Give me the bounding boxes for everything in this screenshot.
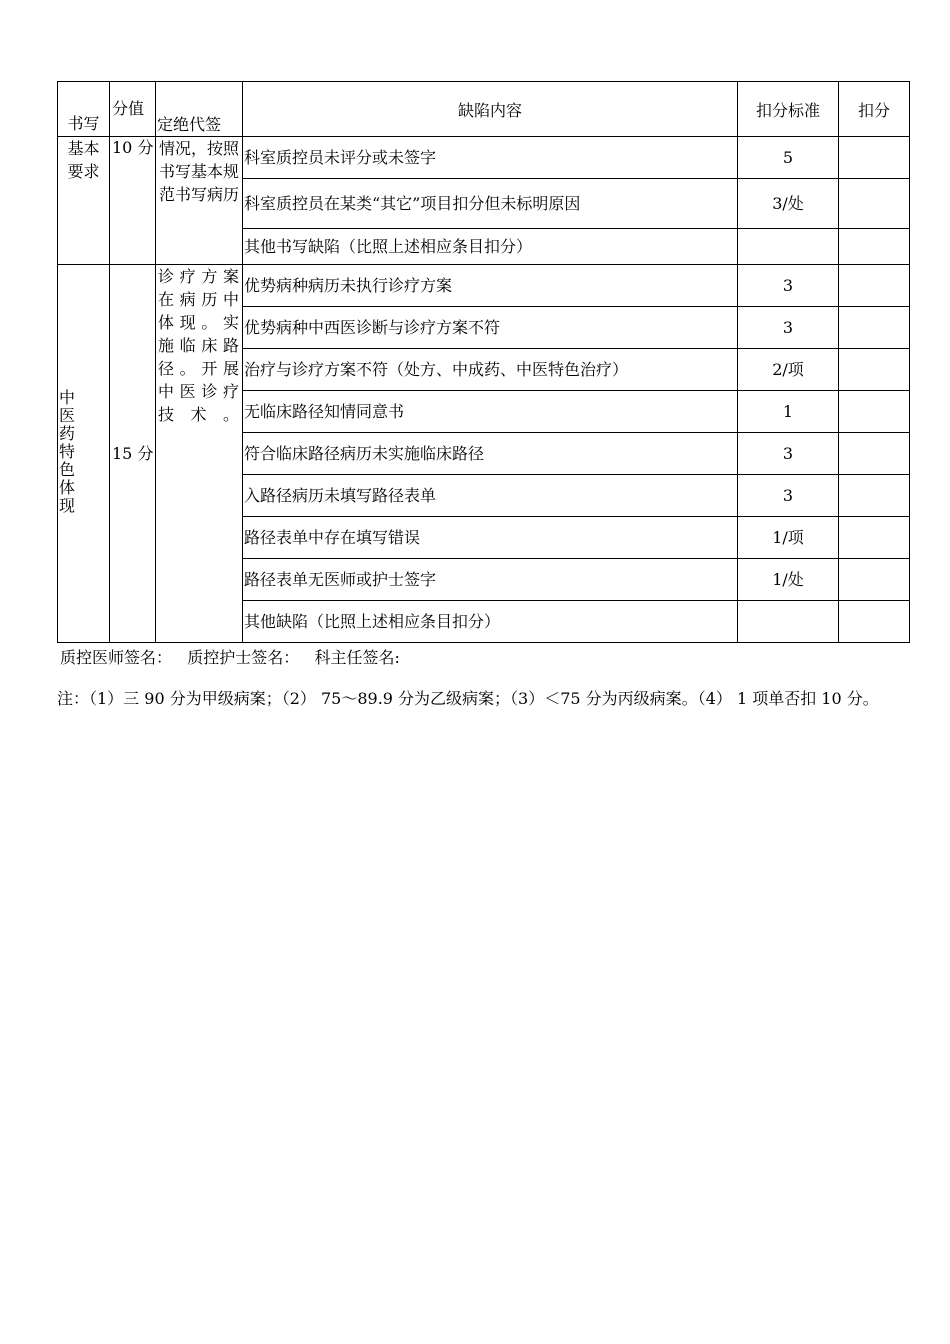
section1-basis: 情况，按照书写基本规范书写病历 bbox=[156, 137, 243, 265]
quality-table-container bbox=[57, 81, 909, 643]
defect-cell: 科室质控员未评分或未签字 bbox=[243, 137, 738, 179]
deduct-cell[interactable] bbox=[839, 229, 910, 265]
header-defect: 缺陷内容 bbox=[243, 82, 738, 137]
section1-category: 基本要求 bbox=[58, 137, 110, 265]
standard-cell: 3 bbox=[738, 265, 839, 307]
header-deduct: 扣分 bbox=[839, 82, 910, 137]
defect-cell: 其他缺陷（比照上述相应条目扣分） bbox=[243, 601, 738, 643]
header-score: 分值 bbox=[110, 82, 156, 137]
deduct-cell[interactable] bbox=[839, 391, 910, 433]
defect-cell: 科室质控员在某类“其它”项目扣分但未标明原因 bbox=[243, 179, 738, 229]
standard-cell: 1 bbox=[738, 391, 839, 433]
section2-basis: 诊疗方案在病历中体现。实施临床路径。开展中医诊疗技术。 bbox=[156, 265, 243, 643]
deduct-cell[interactable] bbox=[839, 475, 910, 517]
standard-cell: 1/处 bbox=[738, 559, 839, 601]
defect-cell: 治疗与诊疗方案不符（处方、中成药、中医特色治疗） bbox=[243, 349, 738, 391]
deduct-cell[interactable] bbox=[839, 517, 910, 559]
deduct-cell[interactable] bbox=[839, 179, 910, 229]
standard-cell: 5 bbox=[738, 137, 839, 179]
header-category: 书写 bbox=[58, 82, 110, 137]
defect-cell: 路径表单无医师或护士签字 bbox=[243, 559, 738, 601]
standard-cell: 3 bbox=[738, 475, 839, 517]
defect-cell: 其他书写缺陷（比照上述相应条目扣分） bbox=[243, 229, 738, 265]
defect-cell: 入路径病历未填写路径表单 bbox=[243, 475, 738, 517]
header-basis: 定绝代签 bbox=[156, 82, 243, 137]
quality-scoring-table bbox=[57, 81, 910, 643]
deduct-cell[interactable] bbox=[839, 559, 910, 601]
standard-cell: 3 bbox=[738, 307, 839, 349]
deduct-cell[interactable] bbox=[839, 307, 910, 349]
table-row bbox=[58, 137, 910, 179]
standard-cell bbox=[738, 229, 839, 265]
deduct-cell[interactable] bbox=[839, 349, 910, 391]
table-header-row bbox=[58, 82, 910, 137]
standard-cell bbox=[738, 601, 839, 643]
standard-cell: 3 bbox=[738, 433, 839, 475]
section1-score: 10 分 bbox=[110, 137, 156, 265]
defect-cell: 无临床路径知情同意书 bbox=[243, 391, 738, 433]
grading-note: 注：（1）三 90 分为甲级病案；（2） 75〜89.9 分为乙级病案；（3）＜75 分为丙级病案。（4） 1 项单否扣 10 分。 bbox=[57, 689, 879, 708]
defect-cell: 路径表单中存在填写错误 bbox=[243, 517, 738, 559]
defect-cell: 优势病种病历未执行诊疗方案 bbox=[243, 265, 738, 307]
defect-cell: 优势病种中西医诊断与诊疗方案不符 bbox=[243, 307, 738, 349]
signature-line: 质控医师签名： 质控护士签名： 科主任签名: bbox=[60, 648, 400, 667]
standard-cell: 1/项 bbox=[738, 517, 839, 559]
section2-category: 中医药特色体现 bbox=[58, 265, 110, 643]
deduct-cell[interactable] bbox=[839, 137, 910, 179]
deduct-cell[interactable] bbox=[839, 433, 910, 475]
table-row bbox=[58, 265, 910, 307]
deduct-cell[interactable] bbox=[839, 601, 910, 643]
defect-cell: 符合临床路径病历未实施临床路径 bbox=[243, 433, 738, 475]
section2-score: 15 分 bbox=[110, 265, 156, 643]
deduct-cell[interactable] bbox=[839, 265, 910, 307]
standard-cell: 3/处 bbox=[738, 179, 839, 229]
standard-cell: 2/项 bbox=[738, 349, 839, 391]
header-standard: 扣分标准 bbox=[738, 82, 839, 137]
